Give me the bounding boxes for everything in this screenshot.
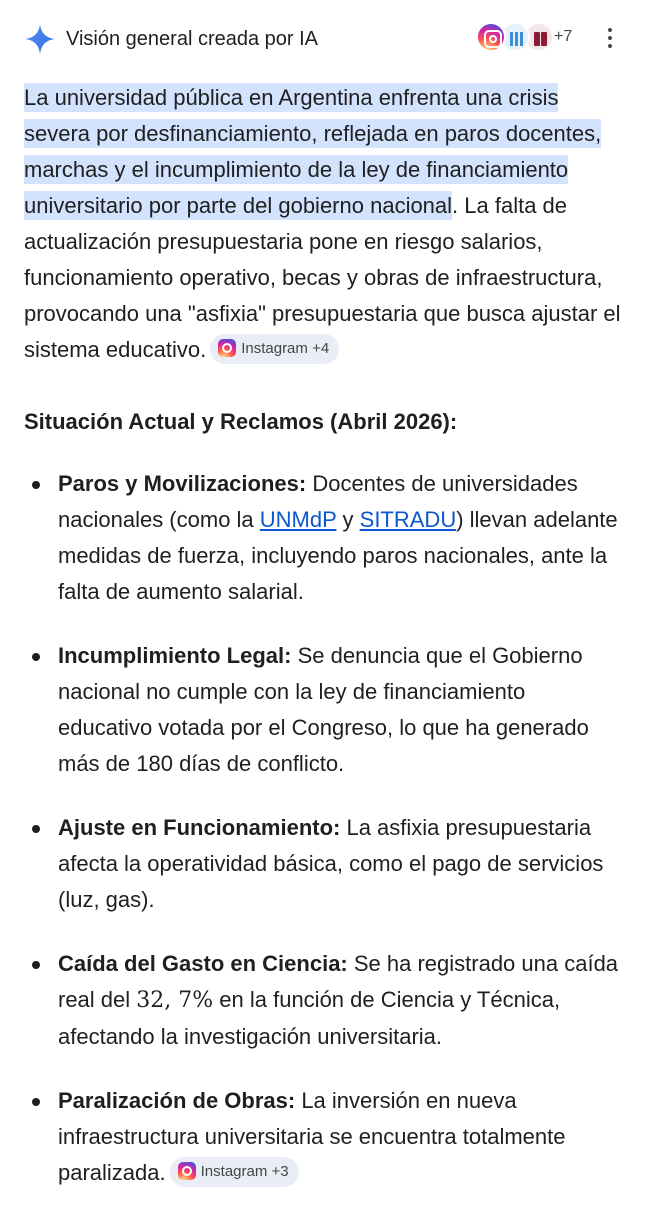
item-text: Se ha registrado una caída real del <box>58 951 619 1012</box>
percentage-value: 32, 7% <box>136 988 214 1013</box>
source-chip[interactable] <box>210 334 339 364</box>
ai-overview-header <box>0 0 647 78</box>
item-text: en la función de Ciencia y Técnica, afectando la investigación universitaria. <box>58 987 561 1049</box>
ai-overview-title: Visión general creada por IA <box>66 28 319 50</box>
list-item <box>24 810 624 918</box>
list-item <box>24 946 624 1055</box>
item-title: Incumplimiento Legal: <box>58 643 292 668</box>
item-text: Se denuncia que el Gobierno nacional no cumple con la ley de financiamiento educativo votada por el Congreso, lo que ha generado más de 180 días de conflicto. <box>58 643 589 776</box>
sitradu-link[interactable]: SITRADU <box>359 507 457 532</box>
instagram-icon <box>178 1162 196 1180</box>
item-text: y <box>336 507 360 532</box>
item-title: Ajuste en Funcionamiento: <box>58 815 341 840</box>
summary-text: . La falta de actualización presupuestaria pone en riesgo salarios, funcionamiento operativo, becas y obras de infraestructura, provocando una "asfixia" presupuestaria que busca ajustar el sistema educativo. <box>24 193 621 362</box>
source-chip-label: Instagram +3 <box>200 1163 289 1181</box>
summary-paragraph <box>24 80 624 368</box>
instagram-icon[interactable] <box>476 22 506 52</box>
item-text: La inversión en nueva infraestructura universitaria se encuentra totalmente paralizada. <box>58 1088 566 1185</box>
item-text: Docentes de universidades nacionales (como la <box>58 471 578 532</box>
instagram-icon <box>218 339 236 357</box>
source-chip-label: Instagram +4 <box>241 340 330 358</box>
unmdp-link[interactable]: UNMdP <box>259 507 337 532</box>
list-item <box>24 638 624 782</box>
item-title: Paros y Movilizaciones: <box>58 471 307 496</box>
section-heading: Situación Actual y Reclamos (Abril 2026): <box>24 409 458 434</box>
reclamos-list <box>24 466 624 1191</box>
highlighted-summary: La universidad pública en Argentina enfrenta una crisis severa por desfinanciamiento, reflejada en paros docentes, marchas y el incumplimiento de la ley de financiamiento universitario por parte del gobierno nacional <box>24 85 602 218</box>
sparkle-icon <box>24 23 56 55</box>
item-text: La asfixia presupuestaria afecta la operatividad básica, como el pago de servicios (luz, gas). <box>58 815 604 912</box>
ai-overview-body <box>24 80 624 1219</box>
more-vert-icon[interactable] <box>598 24 622 54</box>
list-item <box>24 1083 624 1191</box>
source-chip[interactable] <box>170 1157 299 1187</box>
list-item <box>24 466 624 610</box>
item-text: ) llevan adelante medidas de fuerza, incluyendo paros nacionales, ante la falta de aumento salarial. <box>58 507 618 604</box>
item-title: Caída del Gasto en Ciencia: <box>58 951 348 976</box>
sources-count[interactable]: +7 <box>554 28 573 45</box>
item-title: Paralización de Obras: <box>58 1088 296 1113</box>
